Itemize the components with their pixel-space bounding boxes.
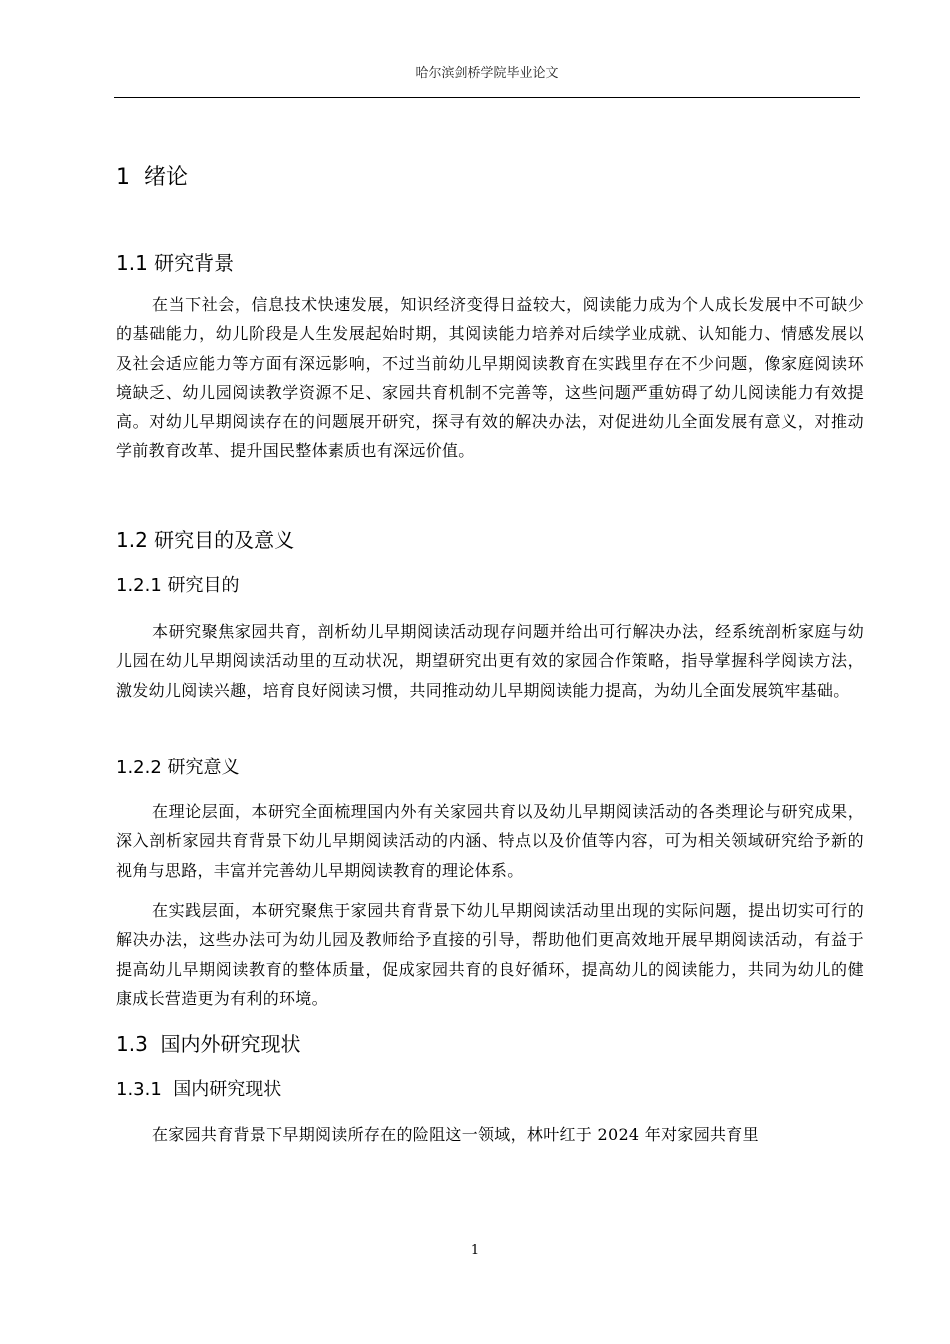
- subsection-heading-1-3-1: 1.3.1 国内研究现状: [116, 1079, 282, 1100]
- chapter-title: 1 绪论: [116, 165, 188, 190]
- section-heading-1-2: 1.2 研究目的及意义: [116, 528, 295, 552]
- paragraph-theoretical-significance: 在理论层面，本研究全面梳理国内外有关家园共育以及幼儿早期阅读活动的各类理论与研究成果，深入剖析家园共育背景下幼儿早期阅读活动的内涵、特点以及价值等内容，可为相关领域研究给予新的视角与思路，丰富并完善幼儿早期阅读教育的理论体系。: [116, 802, 864, 880]
- header-divider: [114, 97, 860, 98]
- page-number: 1: [470, 1243, 480, 1258]
- paragraph-research-purpose: 本研究聚焦家园共育，剖析幼儿早期阅读活动现存问题并给出可行解决办法，经系统剖析家庭与幼儿园在幼儿早期阅读活动里的互动状况，期望研究出更有效的家园合作策略，指导掌握科学阅读方法，激发幼儿阅读兴趣，培育良好阅读习惯，共同推动幼儿早期阅读能力提高，为幼儿全面发展筑牢基础。: [116, 622, 864, 700]
- paragraph-domestic-research: 在家园共育背景下早期阅读所存在的险阻这一领域，林叶红于 2024 年对家园共育里: [152, 1125, 759, 1144]
- section-heading-1-1: 1.1 研究背景: [116, 251, 235, 275]
- paragraph-practical-significance: 在实践层面，本研究聚焦于家园共育背景下幼儿早期阅读活动里出现的实际问题，提出切实可行的解决办法，这些办法可为幼儿园及教师给予直接的引导，帮助他们更高效地开展早期阅读活动，有益于提高幼儿早期阅读教育的整体质量，促成家园共育的良好循环，提高幼儿的阅读能力，共同为幼儿的健康成长营造更为有利的环境。: [116, 901, 864, 1008]
- paragraph-research-background: 在当下社会，信息技术快速发展，知识经济变得日益较大，阅读能力成为个人成长发展中不可缺少的基础能力，幼儿阶段是人生发展起始时期，其阅读能力培养对后续学业成就、认知能力、情感发展以及社会适应能力等方面有深远影响，不过当前幼儿早期阅读教育在实践里存在不少问题，像家庭阅读环境缺乏、幼儿园阅读教学资源不足、家园共育机制不完善等，这些问题严重妨碍了幼儿阅读能力有效提高。对幼儿早期阅读存在的问题展开研究，探寻有效的解决办法，对促进幼儿全面发展有意义，对推动学前教育改革、提升国民整体素质也有深远价值。: [116, 295, 864, 461]
- subsection-heading-1-2-1: 1.2.1 研究目的: [116, 575, 240, 596]
- section-heading-1-3: 1.3 国内外研究现状: [116, 1032, 301, 1056]
- page-header: 哈尔滨剑桥学院毕业论文: [415, 66, 559, 81]
- subsection-heading-1-2-2: 1.2.2 研究意义: [116, 757, 240, 778]
